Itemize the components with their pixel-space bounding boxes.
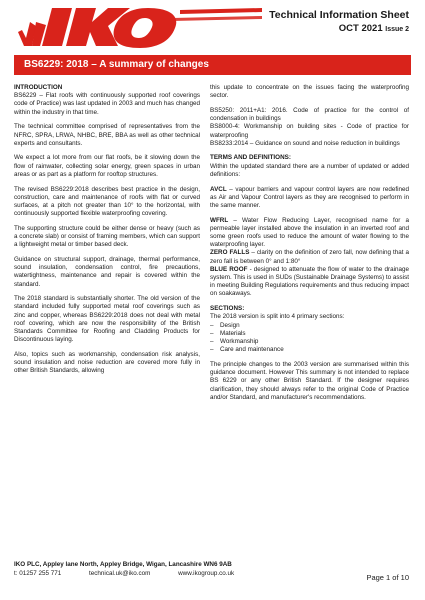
company-address: IKO PLC, Appley lane North, Appley Bridge, Wigan, Lancashire WN6 9AB	[14, 561, 232, 568]
paragraph: The supporting structure could be either dense or heavy (such as a concrete slab) or consist of framing members, which can support a lightweight metal or timber based deck.	[14, 224, 200, 249]
sheet-date-issue	[269, 22, 409, 36]
document-title-banner: BS6229: 2018 – A summary of changes	[14, 55, 411, 75]
paragraph: The revised BS6229:2018 describes best practice in the design, construction, care and maintenance of roofs with flat or curved surfaces, at a pitch not greater than 10° to the horizontal, with continuously supported flexible waterproofing covering.	[14, 185, 200, 218]
list-item: – Materials	[210, 330, 409, 338]
paragraph: The 2018 version is split into 4 primary sections:	[210, 313, 345, 321]
definition-zero-falls	[210, 249, 409, 265]
paragraph: BS6229 – Flat roofs with continuously supported roof coverings code of Practice) was last updated in 2003 and much has changed within the industry in that time.	[14, 92, 200, 116]
paragraph: this update to concentrate on the issues facing the waterproofing sector.	[210, 84, 409, 100]
paragraph: Guidance on structural support, drainage, thermal performance, sound insulation, condensation control, fire precautions, watertightness, maintenance and repair is covered within the standard.	[14, 255, 200, 288]
definition-wfrl	[210, 217, 409, 250]
term: BLUE ROOF	[210, 265, 248, 273]
website-link[interactable]: www.ikogroup.co.uk	[178, 570, 235, 577]
term: WFRL	[210, 216, 229, 224]
terms-heading: TERMS AND DEFINITIONS:	[210, 154, 291, 162]
list-item: – Care and maintenance	[210, 346, 409, 354]
phone-number: t: 01257 255 771	[14, 570, 62, 577]
iko-logo	[12, 2, 262, 50]
sections-heading: SECTIONS:	[210, 305, 245, 313]
page-footer	[14, 560, 411, 578]
list-item: – Design	[210, 322, 409, 330]
definition-avcl	[210, 186, 409, 211]
left-column	[14, 84, 200, 382]
right-column	[210, 84, 409, 408]
paragraph: Within the updated standard there are a number of updated or added definitions:	[210, 162, 409, 178]
paragraph: Also, topics such as workmanship, condensation risk analysis, sound insulation and noise reduction are covered more fully in other British Standards, allowing	[14, 350, 200, 375]
reference-item: BS5250: 2011+A1: 2016. Code of practice for the control of condensation in buildings	[210, 106, 409, 123]
list-item: – Workmanship	[210, 338, 409, 346]
paragraph: The technical committee comprised of representatives from the NFRC, SPRA, LRWA, NHBC, BRE, BBA as well as other technical experts and consultants.	[14, 123, 200, 147]
page-header	[0, 0, 425, 52]
sheet-title: Technical Information Sheet	[269, 9, 409, 21]
reference-item: BS8233:2014 – Guidance on sound and noise reduction in buildings	[210, 139, 400, 147]
paragraph: The principle changes to the 2003 version are summarised within this guidance document. However This summary is not intended to replace BS 6229 or any other British Standard. If the designer requires clarification, they should always refer to the original Code of Practice and/or Standard, and manufacturer's recommendations.	[210, 360, 409, 401]
term: AVCL	[210, 185, 227, 193]
contact-line	[14, 569, 411, 578]
sections-list	[210, 322, 409, 355]
paragraph: We expect a lot more from our flat roofs, be it slowing down the flow of rainwater, collecting solar energy, green spaces in urban areas or as part as a platform for rooftop structures.	[14, 154, 200, 178]
sheet-date: OCT 2021	[338, 23, 383, 34]
term-definition: - designed to attenuate the flow of water to the drainage system. This is used in SUDs (Sustainable Drainage Systems) to assist in meeting Building Regulations requirements and thus reducing impact on soakaways.	[210, 265, 409, 298]
term-definition: – vapour barriers and vapour control layers are now redefined as Air and Vapour Control layers as they are recognised to perform in the same manner.	[210, 185, 409, 209]
term-definition: – Water Flow Reducing Layer, recognised name for a permeable layer installed above the insulation in an inverted roof and some green roofs used to reduce the amount of water flowing to the waterproofing layer.	[210, 216, 409, 249]
sheet-issue: Issue 2	[385, 26, 409, 33]
intro-heading: INTRODUCTION	[14, 84, 63, 91]
definition-blue-roof	[210, 266, 409, 299]
term-definition: – clarity on the definition of zero fall, now defining that a zero fall is between 0° and 1:80°	[210, 249, 409, 265]
paragraph: The 2018 standard is substantially shorter. The old version of the standard included fully supported metal roof coverings such as zinc and copper, whereas BS6229:2018 does not deal with metal roof covering, which are now the responsibility of the British Standards Committee for Roofing and Cladding Products for Discontinuous laying.	[14, 295, 200, 344]
sheet-title-block	[269, 9, 409, 36]
email-link[interactable]: technical.uk@iko.com	[89, 570, 151, 577]
page-number: Page 1 of 10	[366, 573, 409, 582]
term: ZERO FALLS	[210, 249, 250, 257]
reference-item: BS8000-4: Workmanship on building sites - Code of practice for waterproofing	[210, 123, 409, 139]
